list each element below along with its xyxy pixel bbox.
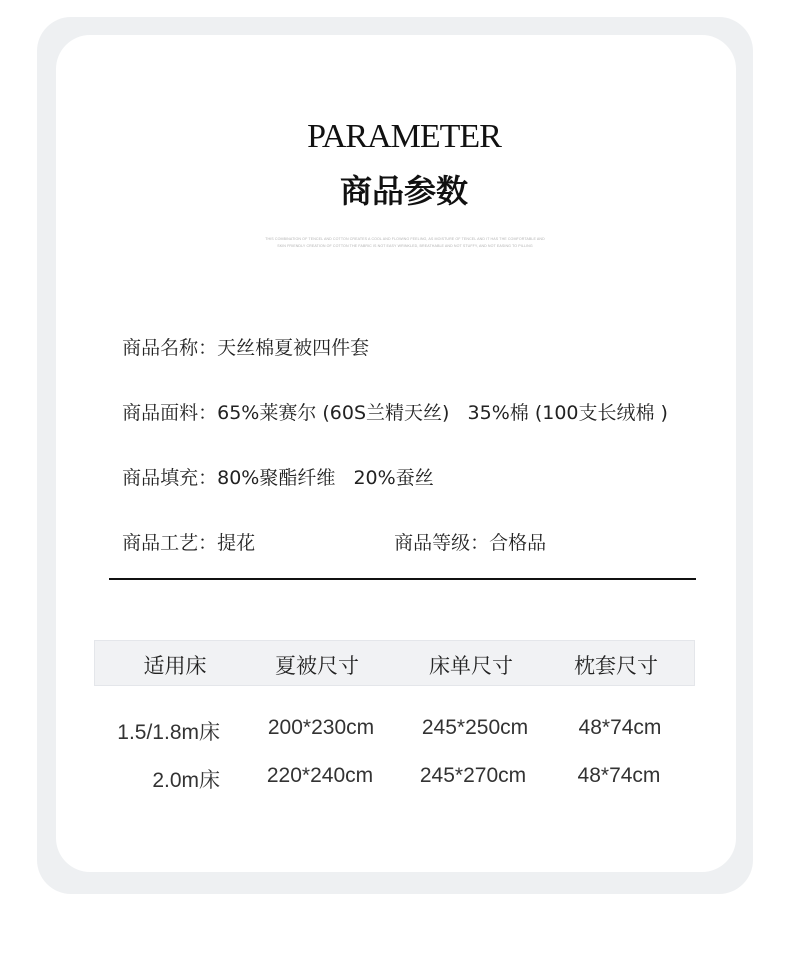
param-value: 天丝棉夏被四件套	[217, 337, 370, 359]
param-row-craft	[110, 506, 255, 555]
param-value: 提花	[217, 532, 256, 554]
param-label: 商品填充：	[122, 467, 218, 489]
param-row-filling	[110, 441, 434, 490]
table-cell: 245*250cm	[421, 716, 529, 739]
table-cell: 48*74cm	[577, 764, 661, 787]
param-row-name	[110, 311, 369, 360]
table-header-pillowcase: 枕套尺寸	[574, 654, 658, 678]
param-label: 商品面料：	[122, 402, 218, 424]
table-cell: 1.5/1.8m床	[117, 721, 220, 744]
table-cell: 48*74cm	[578, 716, 662, 739]
param-row-grade	[382, 506, 546, 555]
table-cell: 200*230cm	[267, 716, 375, 739]
param-value: 合格品	[489, 532, 547, 554]
param-value: 65%莱赛尔 (60S兰精天丝) 35%棉 (100支长绒棉 )	[217, 402, 668, 424]
table-header-quilt: 夏被尺寸	[275, 654, 359, 678]
param-label: 商品名称：	[122, 337, 218, 359]
param-row-fabric	[110, 376, 668, 425]
title-english: PARAMETER	[307, 118, 501, 155]
title-chinese: 商品参数	[339, 172, 468, 210]
table-cell: 2.0m床	[152, 769, 220, 792]
section-divider	[109, 578, 696, 580]
param-value: 80%聚酯纤维 20%蚕丝	[217, 467, 434, 489]
table-cell: 220*240cm	[266, 764, 374, 787]
table-header-sheet: 床单尺寸	[429, 654, 513, 678]
table-cell: 245*270cm	[419, 764, 527, 787]
table-header-bed: 适用床	[143, 654, 207, 678]
param-label: 商品等级：	[394, 532, 490, 554]
param-label: 商品工艺：	[122, 532, 218, 554]
fine-print-text: THIS COMBINATION OF TENCEL AND COTTON CREATES A COOL AND FLOWING FEELING, AS MOISTURE OF TENCEL AND IT HAS THE COMFORTABLE AND SKIN FRIENDLY CREATION OF COTTON THE FABRIC IS NOT EASY WRINKLED, BREATHABLE AND NOT STUFFY, AND NOT EASING TO PILLING	[265, 237, 545, 248]
